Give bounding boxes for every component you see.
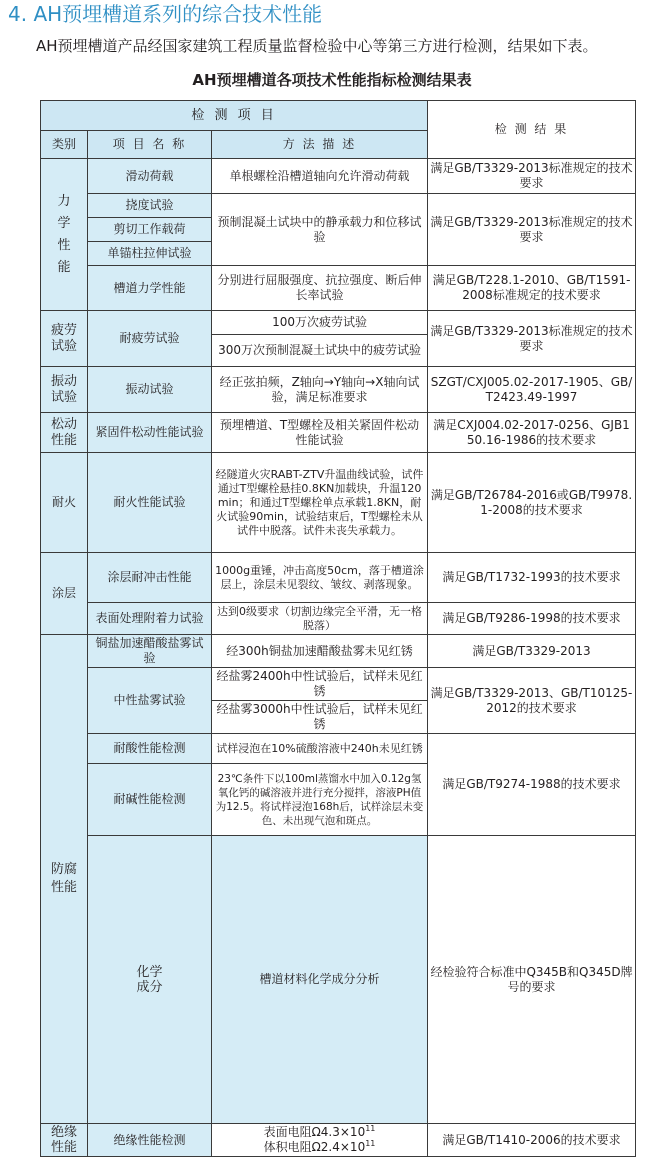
- table-title: AH预埋槽道各项技术性能指标检测结果表: [192, 71, 472, 89]
- method-neutral-2: 经盐雾3000h中性试验后，试样未见红锈: [212, 701, 428, 734]
- method-chem: 经检验符合标准中Q345B和Q345D牌号的要求: [428, 836, 636, 1124]
- method-fatigue-2: 300万次预制混凝土试块中的疲劳试验: [212, 335, 428, 367]
- item-deflection: 挠度试验: [88, 194, 212, 218]
- method-slip: 单根螺栓沿槽道轴向允许滑动荷载: [212, 159, 428, 194]
- header-item: 项 目 名 称: [88, 131, 212, 159]
- result-neutral: 满足GB/T3329-2013、GB/T10125-2012的技术要求: [428, 668, 636, 734]
- result-acid-alkali: 满足GB/T9274-1988的技术要求: [428, 734, 636, 836]
- item-neutral: 中性盐雾试验: [88, 668, 212, 734]
- method-insul: [212, 1124, 428, 1157]
- result-loosening: 满足CXJ004.02-2017-0256、GJB150.16-1986的技术要求: [428, 413, 636, 453]
- method-surface: 达到0级要求（切割边缘完全平滑，无一格脱落）: [212, 603, 428, 635]
- result-copper: 满足GB/T3329-2013: [428, 635, 636, 668]
- item-vibration: 振动试验: [88, 367, 212, 413]
- method-impact: 1000g重锤，冲击高度50cm，落于槽道涂层上，涂层未见裂纹、皱纹、剥落现象。: [212, 553, 428, 603]
- method-neutral-1: 经盐雾2400h中性试验后，试样未见红锈: [212, 668, 428, 701]
- header-method: 方 法 描 述: [212, 131, 428, 159]
- result-insul: 满足GB/T1410-2006的技术要求: [428, 1124, 636, 1157]
- method-copper: 经300h铜盐加速醋酸盐雾未见红锈: [212, 635, 428, 668]
- header-result: 检 测 结 果: [428, 101, 636, 159]
- category-coating: 涂层: [41, 553, 88, 635]
- category-vibration: 振动试验: [41, 367, 88, 413]
- item-anchor: 单锚柱拉伸试验: [88, 242, 212, 266]
- item-impact: 涂层耐冲击性能: [88, 553, 212, 603]
- item-alkali: 耐碱性能检测: [88, 764, 212, 836]
- header-group: 检 测 项 目: [41, 101, 428, 131]
- header-category: 类别: [41, 131, 88, 159]
- item-shear: 剪切工作载荷: [88, 218, 212, 242]
- method-static: 预制混凝土试块中的静承载力和位移试验: [212, 194, 428, 266]
- method-channel: 分别进行屈服强度、抗拉强度、断后伸长率试验: [212, 266, 428, 311]
- results-table: [40, 100, 636, 1157]
- volume-resistance: 体积电阻$\Omega 2.4\times 10^{11}$: [263, 1139, 376, 1154]
- method-loosening: 预埋槽道、T型螺栓及相关紧固件松动性能试验: [212, 413, 428, 453]
- category-chemical: 化学成分: [88, 836, 212, 1124]
- section-title: 4. AH预埋槽道系列的综合技术性能: [8, 2, 323, 26]
- item-fire: 耐火性能试验: [88, 453, 212, 553]
- item-acid: 耐酸性能检测: [88, 734, 212, 764]
- category-corrosion: 防腐性能: [41, 635, 88, 1124]
- category-mechanics: 力学性能: [41, 159, 88, 311]
- result-fire: 满足GB/T26784-2016或GB/T9978.1-2008的技术要求: [428, 453, 636, 553]
- item-copper: 铜盐加速醋酸盐雾试验: [88, 635, 212, 668]
- category-loosening: 松动性能: [41, 413, 88, 453]
- category-insulation: 绝缘性能: [41, 1124, 88, 1157]
- surface-resistance: 表面电阻$\Omega 4.3\times 10^{11}$: [263, 1124, 376, 1139]
- method-vibration: 经正弦拍频，Z轴向→Y轴向→X轴向试验，满足标准要求: [212, 367, 428, 413]
- method-fire: 经隧道火灾RABT-ZTV升温曲线试验，试件通过T型螺栓悬挂0.8KN加载块，升温120min；和通过T型螺栓单点承载1.8KN，耐火试验90min，试验结束后，T型螺栓未从试件中脱落。试件未丧失承载力。: [212, 453, 428, 553]
- result-fatigue: 满足GB/T3329-2013标准规定的技术要求: [428, 311, 636, 367]
- method-acid: 试样浸泡在10%硫酸溶液中240h未见红锈: [212, 734, 428, 764]
- item-chem: 槽道材料化学成分分析: [212, 836, 428, 1124]
- item-loosening: 紧固件松动性能试验: [88, 413, 212, 453]
- result-surface: 满足GB/T9286-1998的技术要求: [428, 603, 636, 635]
- result-static: 满足GB/T3329-2013标准规定的技术要求: [428, 194, 636, 266]
- method-alkali: 23℃条件下以100ml蒸馏水中加入0.12g氢氧化钙的碱溶液并进行充分搅拌，溶液PH值为12.5。将试样浸泡168h后，试样涂层未变色、未出现气泡和斑点。: [212, 764, 428, 836]
- result-vibration: SZGT/CXJ005.02-2017-1905、GB/T2423.49-1997: [428, 367, 636, 413]
- item-fatigue: 耐疲劳试验: [88, 311, 212, 367]
- item-channel: 槽道力学性能: [88, 266, 212, 311]
- result-impact: 满足GB/T1732-1993的技术要求: [428, 553, 636, 603]
- method-fatigue-1: 100万次疲劳试验: [212, 311, 428, 335]
- intro-text: AH预埋槽道产品经国家建筑工程质量监督检验中心等第三方进行检测，结果如下表。: [36, 37, 598, 55]
- result-slip: 满足GB/T3329-2013标准规定的技术要求: [428, 159, 636, 194]
- category-fire: 耐火: [41, 453, 88, 553]
- category-fatigue: 疲劳试验: [41, 311, 88, 367]
- result-channel: 满足GB/T228.1-2010、GB/T1591-2008标准规定的技术要求: [428, 266, 636, 311]
- item-slip: 滑动荷载: [88, 159, 212, 194]
- item-surface: 表面处理附着力试验: [88, 603, 212, 635]
- item-insul: 绝缘性能检测: [88, 1124, 212, 1157]
